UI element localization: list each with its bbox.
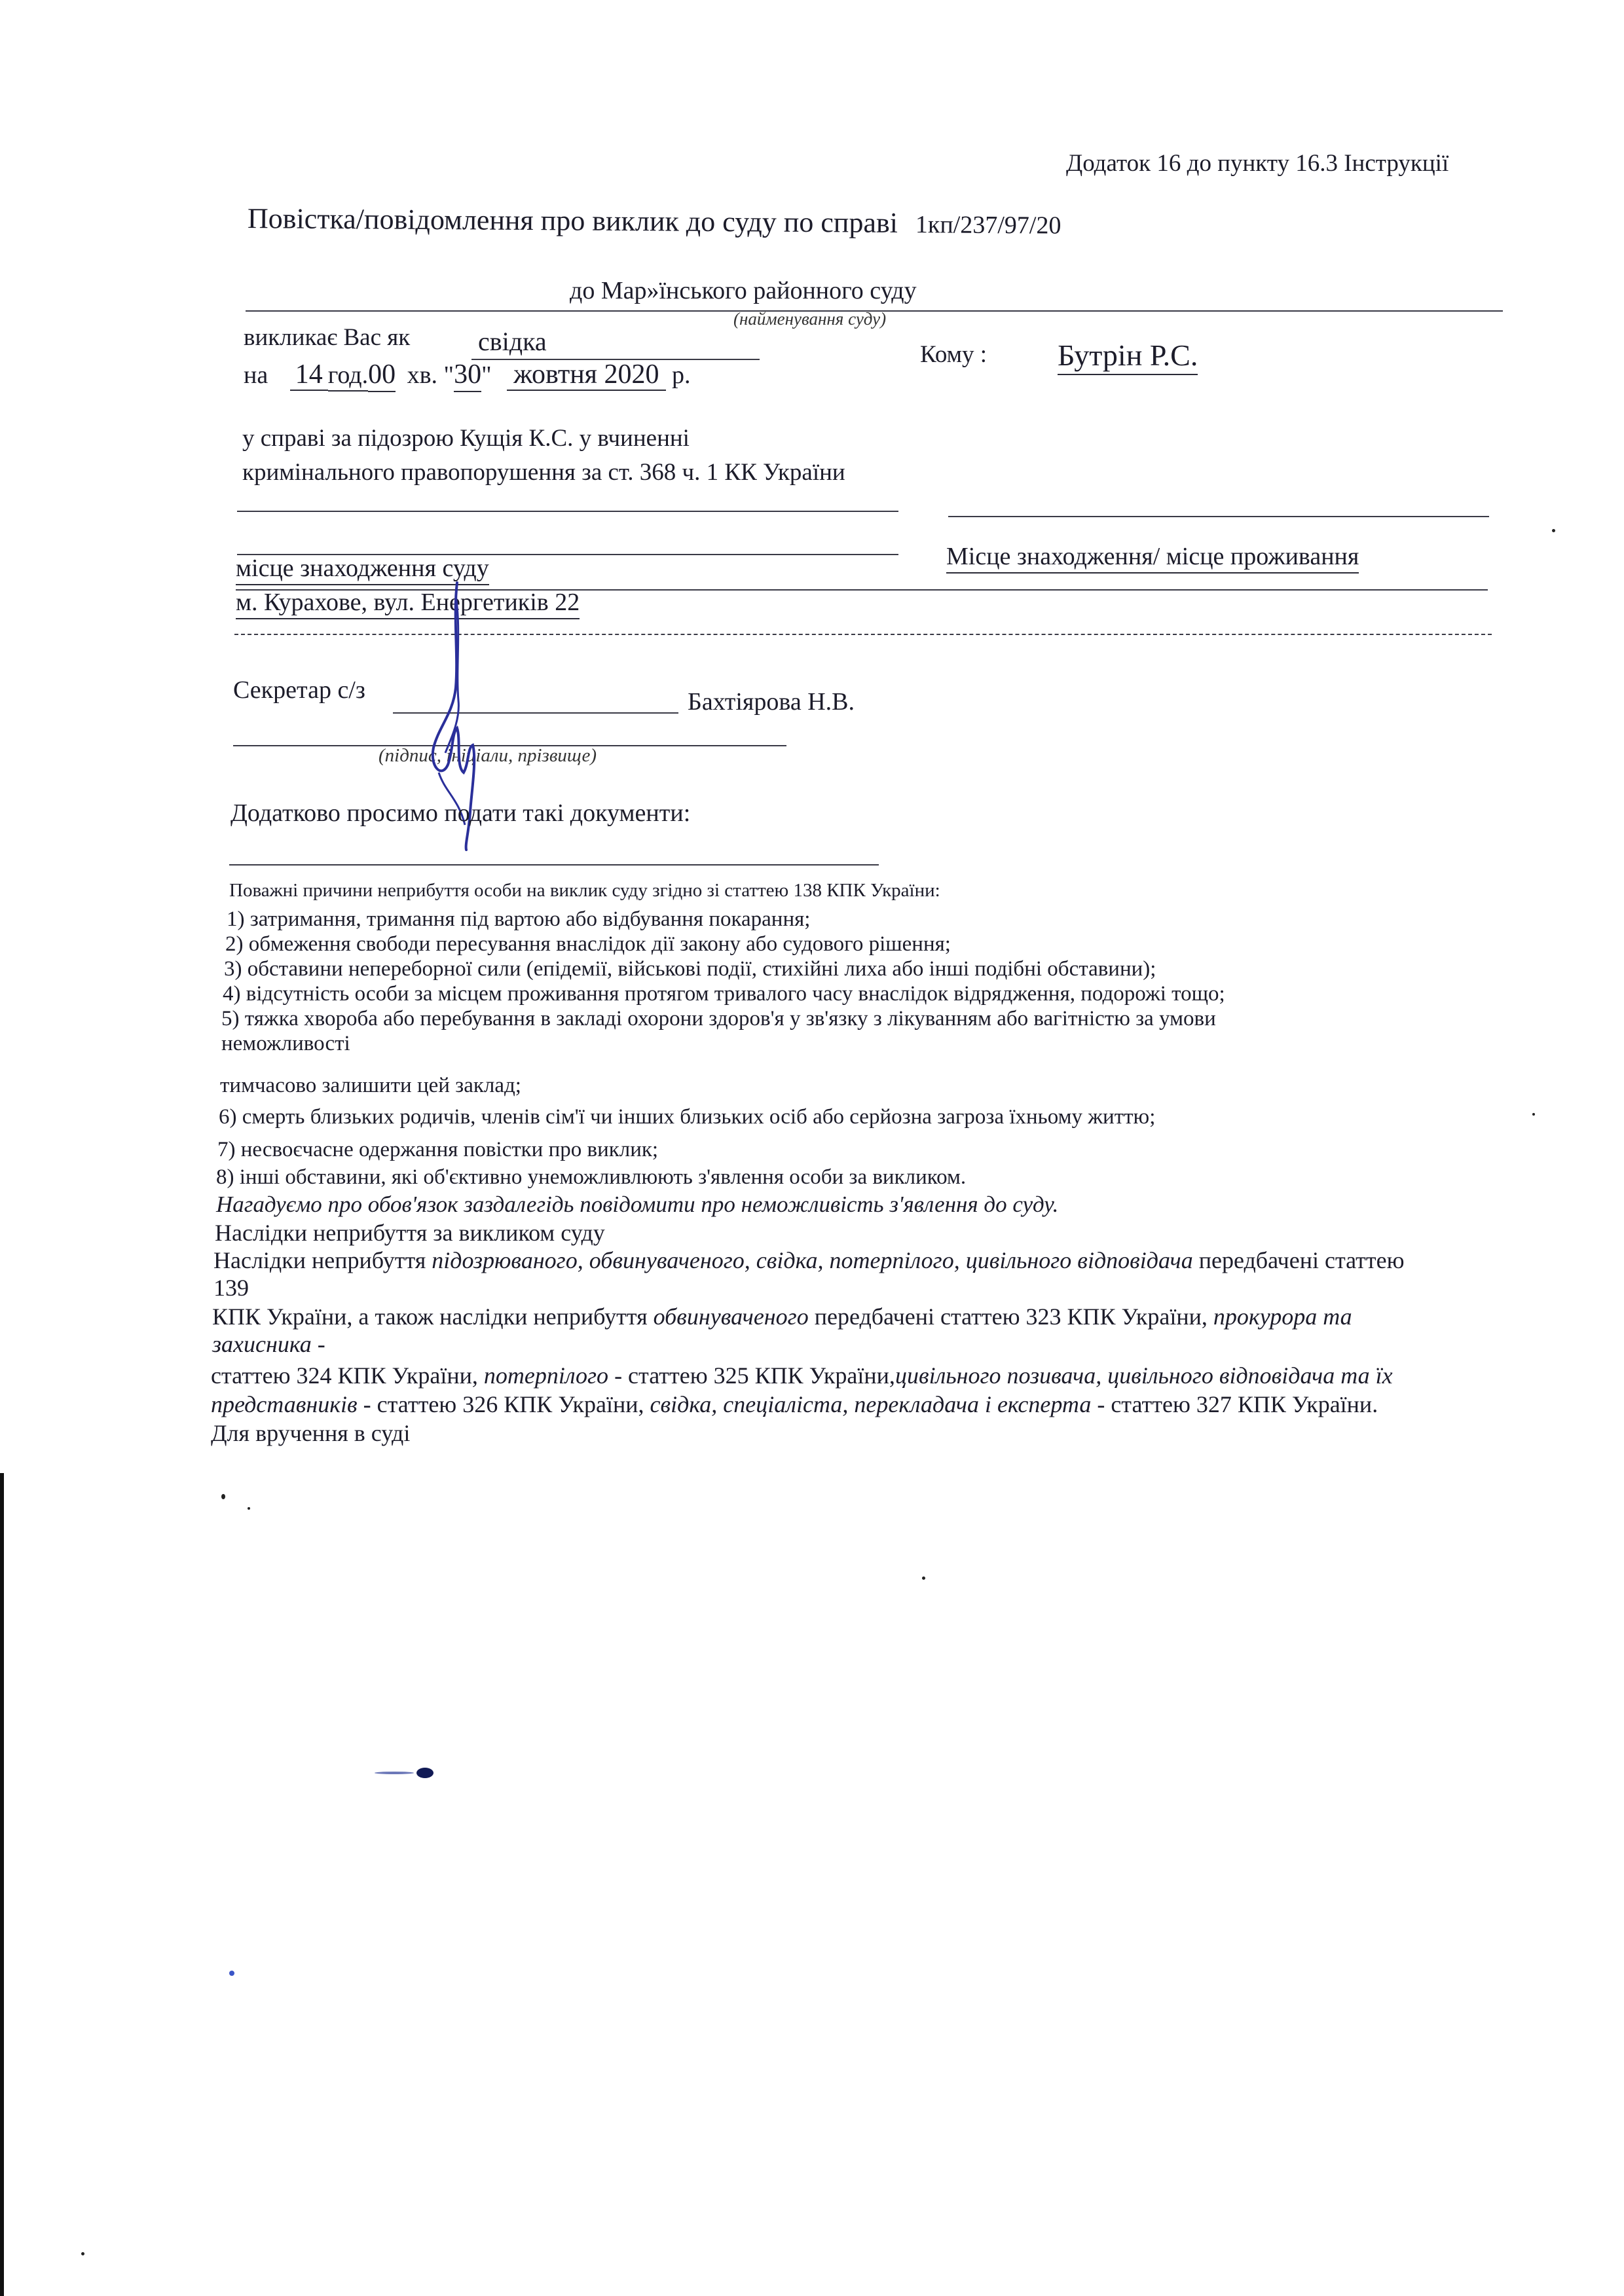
consequences-line — [211, 1391, 1378, 1418]
document-title — [248, 202, 1061, 241]
consequences-text: - статтею 327 КПК України. — [1091, 1391, 1378, 1417]
consequences-line — [212, 1303, 1352, 1330]
consequences-text: КПК України, а також наслідки неприбуття — [212, 1303, 654, 1330]
recipient-name: Бутрін Р.С. — [1058, 338, 1198, 375]
consequences-text: - статтею 325 КПК України, — [608, 1362, 895, 1389]
consequences-line: Для вручення в суді — [211, 1420, 411, 1446]
scan-speck — [416, 1768, 434, 1778]
consequences-line — [213, 1247, 1405, 1274]
datetime-line — [244, 359, 691, 390]
scan-speck — [922, 1576, 925, 1580]
consequences-line: захисника - — [212, 1331, 325, 1357]
consequences-text: передбачені статтею 323 КПК України, — [808, 1303, 1213, 1330]
scan-speck — [248, 1507, 250, 1510]
minute-value: 00 — [368, 359, 396, 392]
consequences-text: потерпілого — [483, 1362, 609, 1389]
consequences-line — [211, 1362, 1393, 1389]
reason-item: тимчасово залишити цей заклад; — [220, 1074, 521, 1097]
recipient-address-label: Місце знаходження/ місце проживання — [946, 542, 1359, 574]
to-label: Кому : — [920, 341, 987, 368]
reason-item: 7) несвоєчасне одержання повістки про виклик; — [217, 1138, 659, 1161]
scan-speck — [81, 2252, 84, 2255]
consequences-text: Наслідки неприбуття — [213, 1247, 432, 1273]
signature-hint: (підпис, ініціали, прізвище) — [378, 745, 597, 766]
valid-reasons-heading: Поважні причини неприбуття особи на виклик суду згідно зі статтею 138 КПК України: — [229, 880, 940, 901]
court-name-hint: (найменування суду) — [733, 309, 887, 329]
reason-item: 8) інші обставини, які об'єктивно унеможливлюють з'явлення особи за викликом. — [216, 1165, 967, 1189]
title-text: Повістка/повідомлення про виклик до суду по справі — [247, 202, 898, 239]
consequences-text: цивільного позивача, цивільного відповідача та їх — [895, 1362, 1393, 1389]
consequences-text: свідка, спеціаліста, перекладача і експерта — [650, 1391, 1092, 1417]
hour-label: год. — [328, 361, 368, 392]
day-close: " — [481, 361, 492, 389]
consequences-text: - статтею 326 КПК України, — [357, 1391, 650, 1417]
secretary-label: Секретар с/з — [233, 676, 365, 704]
month-year-value: жовтня 2020 — [507, 359, 665, 391]
consequences-text: статтею 324 КПК України, — [211, 1362, 484, 1389]
case-description-line2: кримінального правопорушення за ст. 368 ч. 1 КК України — [242, 459, 845, 486]
consequences-text: обвинуваченого — [653, 1303, 809, 1330]
consequences-text: передбачені статтею — [1192, 1247, 1405, 1273]
documents-request: Додатково просимо подати такі документи: — [231, 799, 691, 827]
scan-speck — [221, 1494, 225, 1499]
court-location-label: місце знаходження суду — [236, 554, 489, 585]
reason-item: 4) відсутність особи за місцем проживання протягом тривалого часу внаслідок відрядження, подорожі тощо; — [223, 982, 1225, 1006]
reason-item: 1) затримання, тримання під вартою або відбування покарання; — [227, 907, 811, 931]
scan-speck — [229, 1971, 234, 1976]
minute-label: хв. " — [407, 361, 454, 389]
calls-label: викликає Вас як — [244, 324, 411, 351]
scan-edge — [0, 1473, 4, 2296]
role-value: свідка — [478, 327, 547, 356]
consequences-heading: Наслідки неприбуття за викликом суду — [215, 1220, 605, 1246]
documents-line — [229, 864, 879, 866]
blank-line — [237, 511, 898, 512]
reminder-text: Нагадуємо про обов'язок заздалегідь повідомити про неможливість з'явлення до суду. — [216, 1192, 1059, 1217]
on-label: на — [244, 361, 268, 389]
scan-speck — [375, 1772, 414, 1774]
reason-item: 2) обмеження свободи пересування внаслідок дії закону або судового рішення; — [225, 932, 951, 956]
day-value: 30 — [454, 359, 481, 392]
court-name: до Мар»їнського районного суду — [570, 277, 917, 304]
secretary-name: Бахтіярова Н.В. — [688, 688, 855, 716]
consequences-text: прокурора та — [1213, 1303, 1352, 1330]
reason-item: неможливості — [221, 1032, 350, 1055]
case-description-line1: у справі за підозрою Кущія К.С. у вчиненні — [242, 425, 690, 452]
consequences-line: 139 — [213, 1275, 249, 1301]
court-address: м. Курахове, вул. Енергетиків 22 — [236, 588, 580, 619]
consequences-text: підозрюваного, обвинуваченого, свідка, потерпілого, цивільного відповідача — [432, 1247, 1193, 1273]
blank-line — [948, 516, 1489, 517]
consequences-text: представників — [211, 1391, 358, 1417]
reason-item: 5) тяжка хвороба або перебування в закладі охорони здоров'я у зв'язку з лікуванням або вагітністю за умови — [221, 1007, 1216, 1030]
scan-speck — [1532, 1113, 1535, 1116]
appendix-reference: Додаток 16 до пункту 16.3 Інструкції — [1066, 150, 1449, 177]
year-suffix: р. — [672, 361, 691, 389]
reason-item: 3) обставини непереборної сили (епідемії, військові події, стихійні лиха або інші подібні обставини); — [224, 957, 1156, 981]
case-number: 1кп/237/97/20 — [915, 211, 1061, 240]
scan-speck — [1552, 529, 1555, 532]
hour-value: 14 — [290, 359, 328, 391]
reason-item: 6) смерть близьких родичів, членів сім'ї чи інших близьких осіб або серйозна загроза їхньому життю; — [219, 1105, 1156, 1129]
